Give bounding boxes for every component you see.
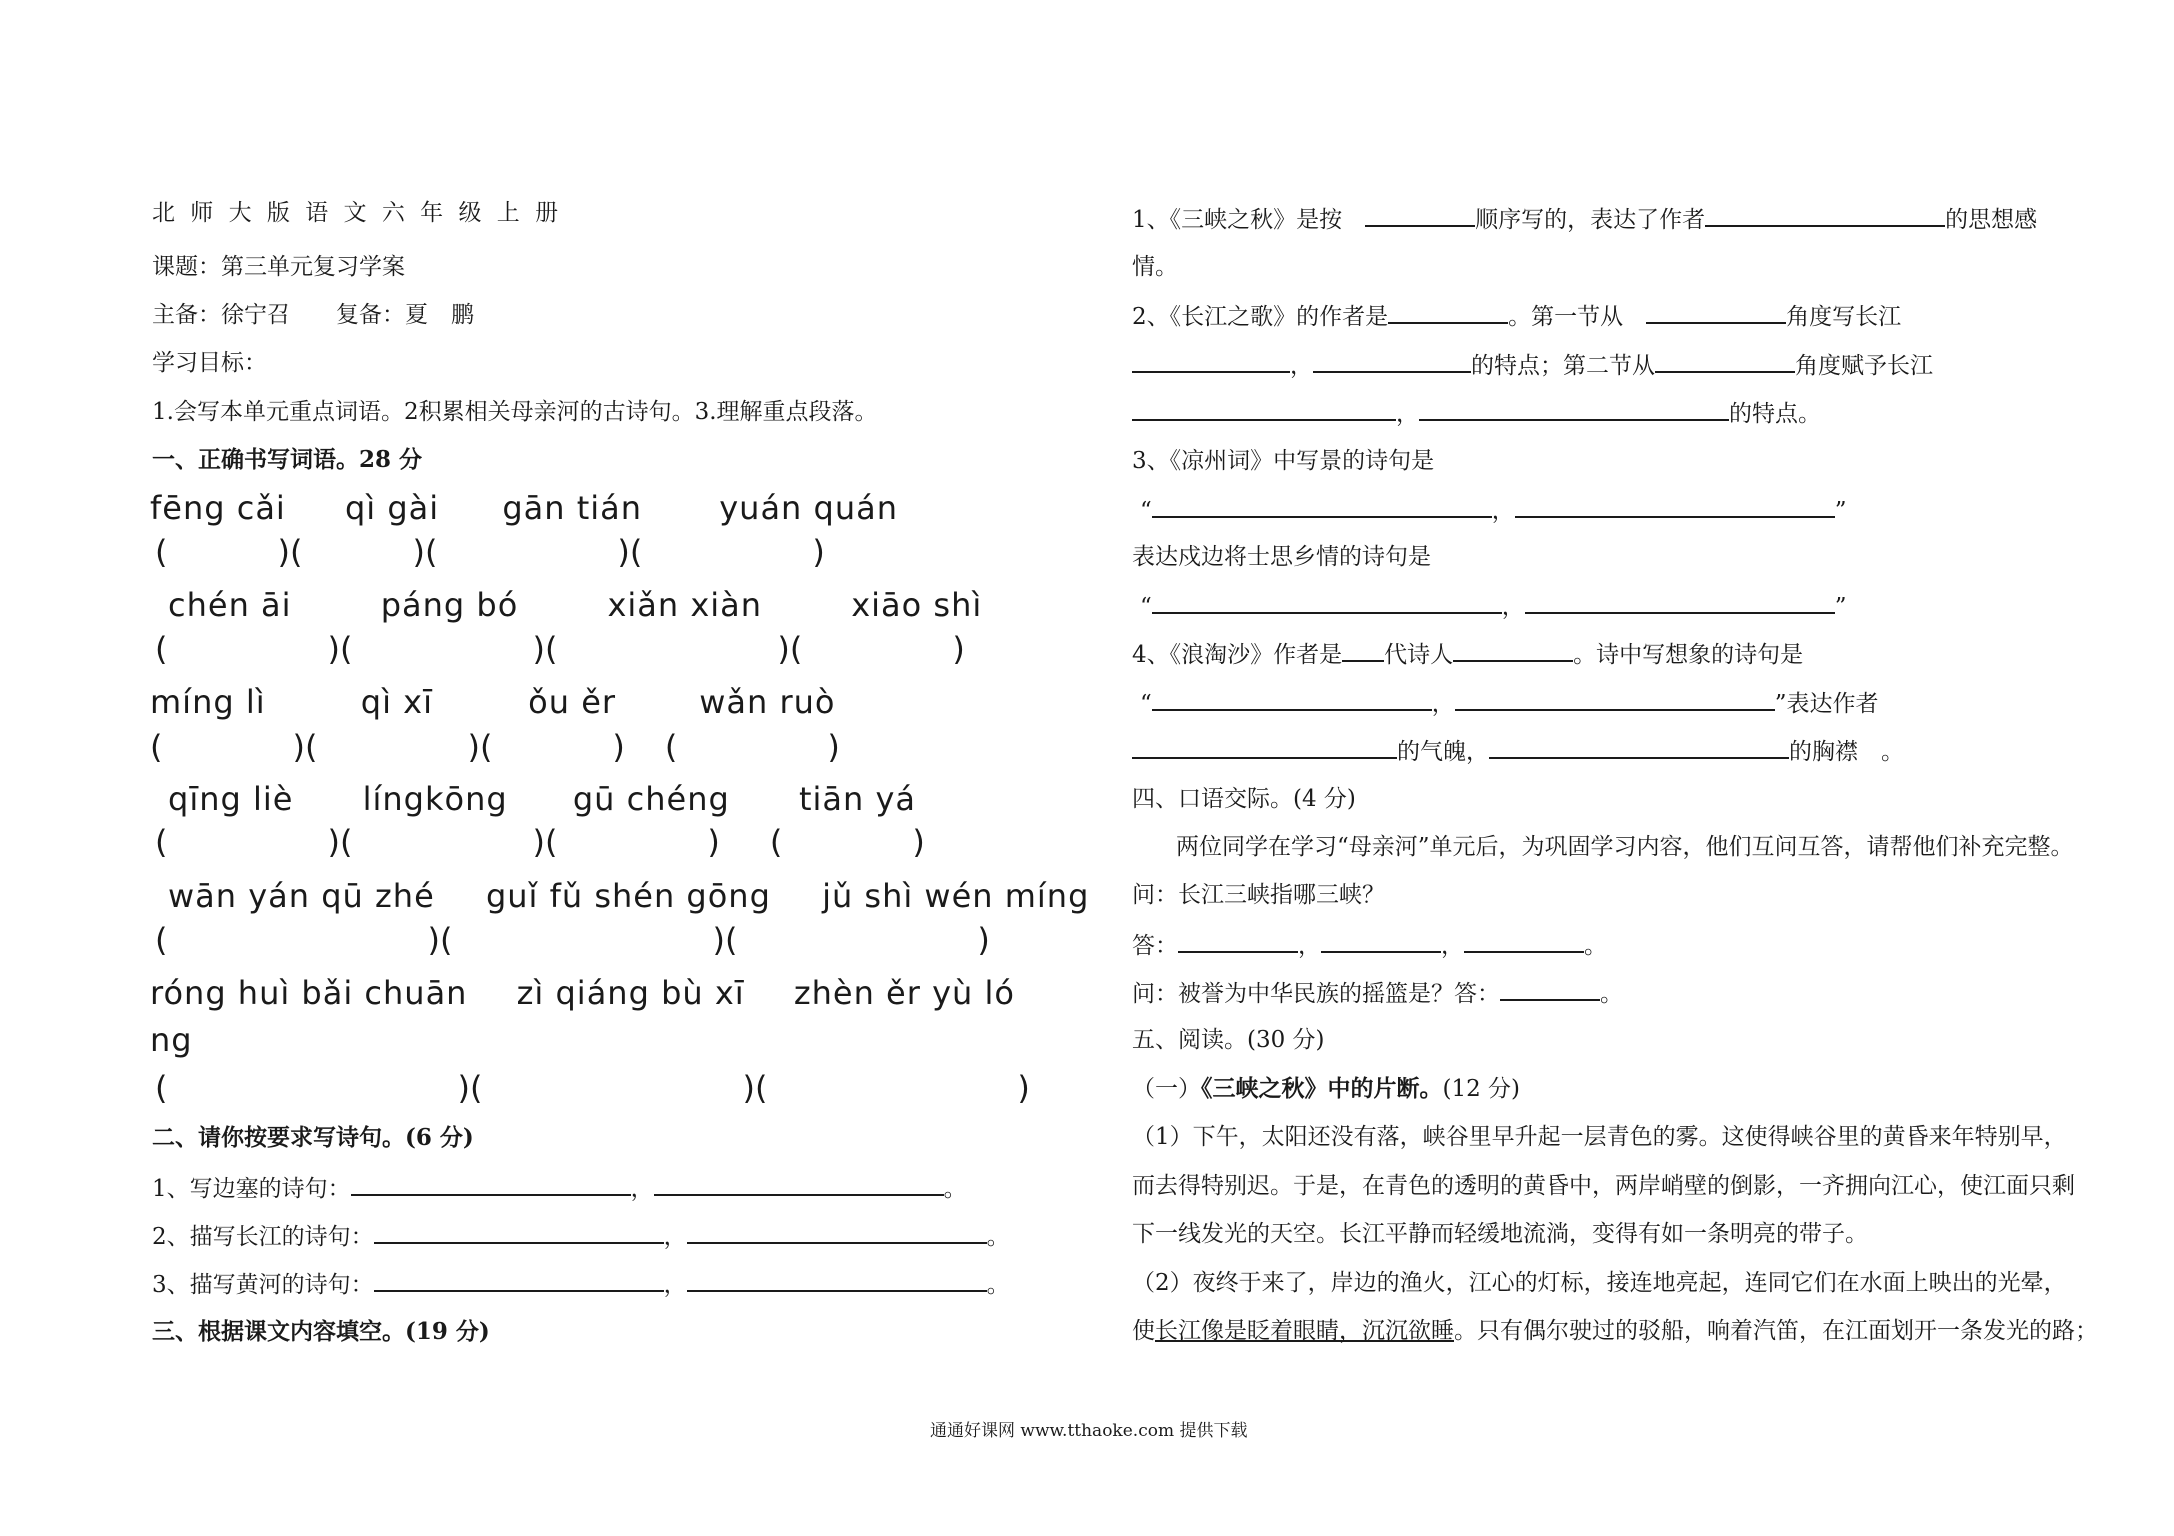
pinyin-row xyxy=(150,973,1015,1013)
section-4-intro: 两位同学在学习“母亲河”单元后，为巩固学习内容，他们互问互答，请帮他们补充完整。 xyxy=(1176,834,2074,860)
section-5-title: 五、阅读。(30 分) xyxy=(1132,1027,1325,1053)
answer-blank[interactable] xyxy=(1365,203,1475,227)
answer-blank[interactable] xyxy=(1455,687,1775,711)
pinyin-word: qì xī xyxy=(360,683,433,721)
poem-item-1: 1、写边塞的诗句： ， 。 xyxy=(152,1172,967,1204)
pinyin-word: páng bó xyxy=(380,586,519,624)
answer-parens[interactable]: ( )( )( ) ( ) xyxy=(155,823,925,861)
footer-credit: 通通好课网 www.tthaoke.com 提供下载 xyxy=(930,1421,1248,1441)
answer-blank[interactable] xyxy=(374,1268,664,1292)
q2-cont-2: ， 的特点。 xyxy=(1132,397,1821,429)
paragraph-1-line-2: 而去得特别迟。于是，在青色的透明的黄昏中，两岸峭壁的倒影，一齐拥向江心，使江面只剩 xyxy=(1132,1173,2075,1199)
answer-blank[interactable] xyxy=(1388,300,1508,324)
answer-parens[interactable]: ( )( )( ) xyxy=(155,1069,1030,1107)
poem-item-2: 2、描写长江的诗句： ， 。 xyxy=(152,1220,1010,1252)
dialog-question-2: 问：被誉为中华民族的摇篮是？答： 。 xyxy=(1132,977,1623,1009)
q3-line-2: 表达戍边将士思乡情的诗句是 xyxy=(1132,544,1431,570)
pinyin-word: róng huì bǎi chuān xyxy=(150,974,468,1012)
pinyin-word: xiǎn xiàn xyxy=(607,586,763,624)
pinyin-word: fēng cǎi xyxy=(150,489,286,527)
answer-blank[interactable] xyxy=(1515,494,1835,518)
answer-blank[interactable] xyxy=(1152,494,1492,518)
section-3-title: 三、根据课文内容填空。(19 分) xyxy=(152,1318,490,1345)
answer-parens[interactable]: ( )( )( ) ( ) xyxy=(150,728,840,766)
pinyin-word: guǐ fǔ shén gōng xyxy=(485,877,771,915)
answer-blank[interactable] xyxy=(1525,590,1835,614)
paragraph-1-line-3: 下一线发光的天空。长江平静而轻缓地流淌，变得有如一条明亮的带子。 xyxy=(1132,1221,1868,1247)
section-1-title: 一、正确书写词语。28 分 xyxy=(152,446,423,473)
pinyin-row xyxy=(150,682,835,722)
answer-blank[interactable] xyxy=(1321,929,1441,953)
pinyin-word: jǔ shì wén míng xyxy=(822,877,1090,915)
pinyin-word: zì qiáng bù xī xyxy=(516,974,745,1012)
pinyin-word: yuán quán xyxy=(719,489,898,527)
section-2-title: 二、请你按要求写诗句。(6 分) xyxy=(152,1124,474,1151)
answer-blank[interactable] xyxy=(687,1268,987,1292)
q4-cont: 的气魄， 的胸襟 。 xyxy=(1132,735,1904,767)
pinyin-word: wān yán qū zhé xyxy=(168,877,435,915)
goals-label: 学习目标： xyxy=(152,350,267,376)
q2-line: 2、《长江之歌》的作者是 。第一节从 角度写长江 xyxy=(1132,300,1901,332)
pinyin-word: ǒu ěr xyxy=(528,683,617,721)
q4-line: 4、《浪淘沙》作者是 代诗人 。诗中写想象的诗句是 xyxy=(1132,638,1803,670)
paragraph-1-line-1: （1）下午，太阳还没有落，峡谷里早升起一层青色的雾。这使得峡谷里的黄昏来年特别早， xyxy=(1132,1124,2067,1150)
pinyin-word: gū chéng xyxy=(572,780,730,818)
answer-blank[interactable] xyxy=(1500,977,1600,1001)
paragraph-2-line-2: 使长江像是眨着眼睛，沉沉欲睡。只有偶尔驶过的驳船，响着汽笛，在江面划开一条发光的路； xyxy=(1132,1318,2098,1344)
pinyin-word: zhèn ěr yù ló xyxy=(793,974,1015,1012)
answer-blank[interactable] xyxy=(654,1172,944,1196)
answer-blank[interactable] xyxy=(687,1220,987,1244)
pinyin-word: língkōng xyxy=(362,780,508,818)
answer-blank[interactable] xyxy=(1132,397,1396,421)
answer-blank[interactable] xyxy=(1178,929,1298,953)
answer-blank[interactable] xyxy=(1464,929,1584,953)
answer-blank[interactable] xyxy=(1419,397,1729,421)
dialog-question-1: 问：长江三峡指哪三峡？ xyxy=(1132,882,1385,908)
answer-blank[interactable] xyxy=(351,1172,631,1196)
q1-line: 1、《三峡之秋》是按 顺序写的，表达了作者 的思想感 xyxy=(1132,203,2037,235)
pinyin-row xyxy=(150,488,898,528)
q4-answer: “ ， ”表达作者 xyxy=(1140,687,1879,719)
pinyin-word: wǎn ruò xyxy=(699,683,836,721)
paragraph-2-line-1: （2）夜终于来了，岸边的渔火，江心的灯标，接连地亮起，连同它们在水面上映出的光晕， xyxy=(1132,1270,2067,1296)
answer-blank[interactable] xyxy=(1132,349,1290,373)
answer-blank[interactable] xyxy=(1152,590,1502,614)
answer-blank[interactable] xyxy=(1132,735,1397,759)
pinyin-row xyxy=(168,585,982,625)
answer-blank[interactable] xyxy=(1152,687,1432,711)
pinyin-row xyxy=(168,779,916,819)
answer-blank[interactable] xyxy=(1646,300,1786,324)
q3-line: 3、《凉州词》中写景的诗句是 xyxy=(1132,448,1435,474)
answer-blank[interactable] xyxy=(1705,203,1945,227)
answer-parens[interactable]: ( )( )( )( ) xyxy=(155,533,825,571)
pinyin-row xyxy=(168,876,1089,916)
answer-blank[interactable] xyxy=(1655,349,1795,373)
authors: 主备：徐宁召 复备：夏 鹏 xyxy=(152,302,474,328)
reading-1-title: （一）《三峡之秋》中的片断。(12 分) xyxy=(1132,1075,1521,1102)
pinyin-word: xiāo shì xyxy=(851,586,983,624)
q3-answer-2: “ ， ” xyxy=(1140,590,1847,622)
pinyin-wrap: ng xyxy=(150,1021,193,1059)
q3-answer-1: “ ， ” xyxy=(1140,494,1847,526)
worksheet-header: 北 师 大 版 语 文 六 年 级 上 册 xyxy=(152,200,563,226)
lesson-topic: 课题：第三单元复习学案 xyxy=(152,254,405,280)
answer-blank[interactable] xyxy=(1453,638,1573,662)
dialog-answer-1: 答： ， ， 。 xyxy=(1132,929,1607,961)
underlined-phrase: 长江像是眨着眼睛，沉沉欲睡 xyxy=(1155,1318,1454,1344)
pinyin-word: míng lì xyxy=(150,683,266,721)
section-4-title: 四、口语交际。(4 分) xyxy=(1132,786,1356,812)
q1-cont: 情。 xyxy=(1132,254,1178,280)
pinyin-word: qì gài xyxy=(344,489,440,527)
learning-goals: 1.会写本单元重点词语。2积累相关母亲河的古诗句。3.理解重点段落。 xyxy=(152,399,878,425)
answer-blank[interactable] xyxy=(1342,638,1384,662)
pinyin-word: chén āi xyxy=(168,586,292,624)
answer-blank[interactable] xyxy=(1313,349,1471,373)
answer-parens[interactable]: ( )( )( )( ) xyxy=(155,630,965,668)
q2-cont: ， 的特点；第二节从 角度赋予长江 xyxy=(1132,349,1933,381)
answer-blank[interactable] xyxy=(1489,735,1789,759)
answer-blank[interactable] xyxy=(374,1220,664,1244)
pinyin-word: gān tián xyxy=(502,489,643,527)
poem-item-3: 3、描写黄河的诗句： ， 。 xyxy=(152,1268,1010,1300)
pinyin-word: qīng liè xyxy=(168,780,294,818)
pinyin-word: tiān yá xyxy=(798,780,916,818)
answer-parens[interactable]: ( )( )( ) xyxy=(155,921,990,959)
